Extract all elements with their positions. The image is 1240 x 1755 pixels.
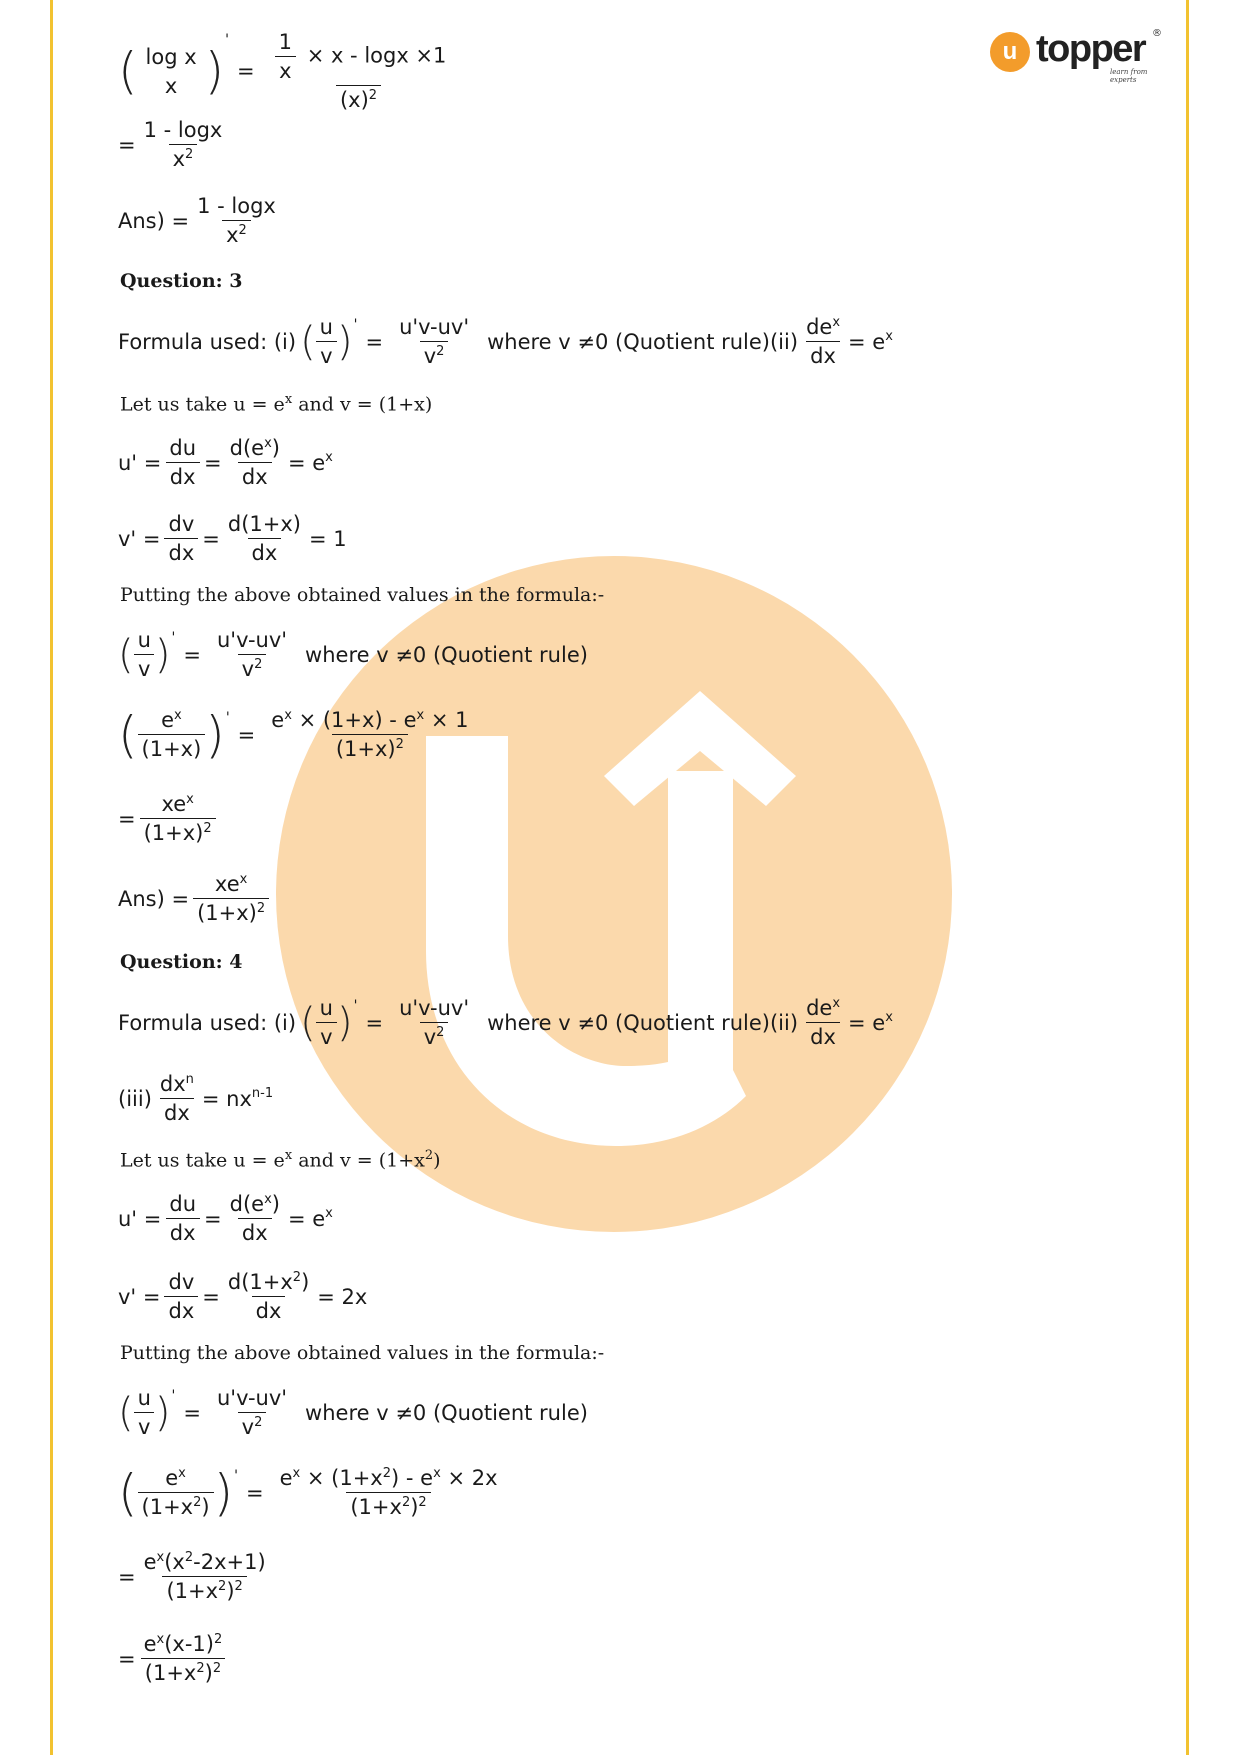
fraction: $\frac{1 - \log x}{x^2}$ — [143, 118, 223, 171]
question-3-heading: Question: 3 — [120, 270, 243, 292]
prev-simplified-line: = $\frac{1 - \log x}{x^2}$ — [118, 118, 230, 171]
q3-let-line: Let us take $u = e^x$ and v = (1+x) — [120, 392, 433, 416]
q3-uprime-line: u' = $\frac{du}{dx}$ = $\frac{d(e^x)}{dx}$ = e $^x$ — [118, 436, 333, 489]
fraction: log x x — [145, 44, 197, 98]
q4-uprime-line: u' = $\frac{du}{dx}$ = $\frac{d(e^x)}{dx}$ = e $^x$ — [118, 1192, 333, 1245]
q3-step2-line: = $\frac{xe^x}{(1+x)^2}$ — [118, 792, 220, 845]
q3-formula-line: Formula used: (i) ( $\frac{u}{v}$ ) ' = $\frac{u'v-uv'}{v^2}$ where v ≠0 (Quotient rule)(ii) $\frac{de^x}{dx}$ = e $^x$ — [118, 315, 893, 368]
logo-wordmark: topper — [1036, 28, 1146, 70]
q4-formula-iii-line: (iii) $\frac{dx^n}{dx}$ = nx $^{n-1}$ — [118, 1072, 274, 1125]
prev-derivative-line: ( log x x ) ' = $\frac{1}{x}$ × x - logx ×1 $(x)^2$ — [118, 30, 454, 112]
q4-step3-line: = $\frac{e^x(x-1)^2}{(1+x^2)^2}$ — [118, 1632, 230, 1685]
q4-rule-line: ( $\frac{u}{v}$ ) ' = $\frac{u'v-uv'}{v^2}$ where v ≠0 (Quotient rule) — [118, 1386, 588, 1439]
registered-mark: ® — [1152, 28, 1162, 39]
fraction: $\frac{1}{x}$ × x - logx ×1 $(x)^2$ — [267, 30, 451, 112]
fraction: $\frac{1 - \log x}{x^2}$ — [197, 194, 276, 247]
q4-step2-line: = $\frac{e^x(x^2-2x+1)}{(1+x^2)^2}$ — [118, 1550, 266, 1603]
q3-answer-line: Ans) = $\frac{xe^x}{(1+x)^2}$ — [118, 872, 273, 925]
q3-step1-line: ( $\frac{e^x}{(1+x)}$ ) ' = $\frac{e^x \times (1+x) - e^x \times 1}{(1+x)^2}$ — [118, 705, 469, 764]
q4-vprime-line: v' = $\frac{dv}{dx}$ = $\frac{d(1+x^2)}{dx}$ = 2x — [118, 1270, 368, 1323]
logo-badge-letter: u — [1002, 38, 1018, 65]
logo-tagline: learn from experts — [1110, 68, 1148, 84]
q4-let-line: Let us take $u = e^x$ and $v = (1+x^2)$ — [120, 1148, 441, 1172]
q4-formula-line: Formula used: (i) ( $\frac{u}{v}$ ) ' = $\frac{u'v-uv'}{v^2}$ where v ≠0 (Quotient rule)(ii) $\frac{de^x}{dx}$ = e $^x$ — [118, 996, 893, 1049]
q4-step1-line: ( $\frac{e^x}{(1+x^2)}$ ) ' = $\frac{e^x \times (1+x^2) - e^x \times 2x}{(1+x^2)^2}$ — [118, 1463, 498, 1522]
q3-putting-line: Putting the above obtained values in the formula:- — [120, 584, 605, 606]
q4-putting-line: Putting the above obtained values in the formula:- — [120, 1342, 605, 1364]
prev-answer-line: Ans) = $\frac{1 - \log x}{x^2}$ — [118, 194, 284, 247]
question-4-heading: Question: 4 — [120, 951, 243, 973]
q3-rule-line: ( $\frac{u}{v}$ ) ' = $\frac{u'v-uv'}{v^2}$ where v ≠0 (Quotient rule) — [118, 628, 588, 681]
q3-vprime-line: v' = $\frac{dv}{dx}$ = $\frac{d(1+x)}{dx}$ = 1 — [118, 512, 347, 565]
